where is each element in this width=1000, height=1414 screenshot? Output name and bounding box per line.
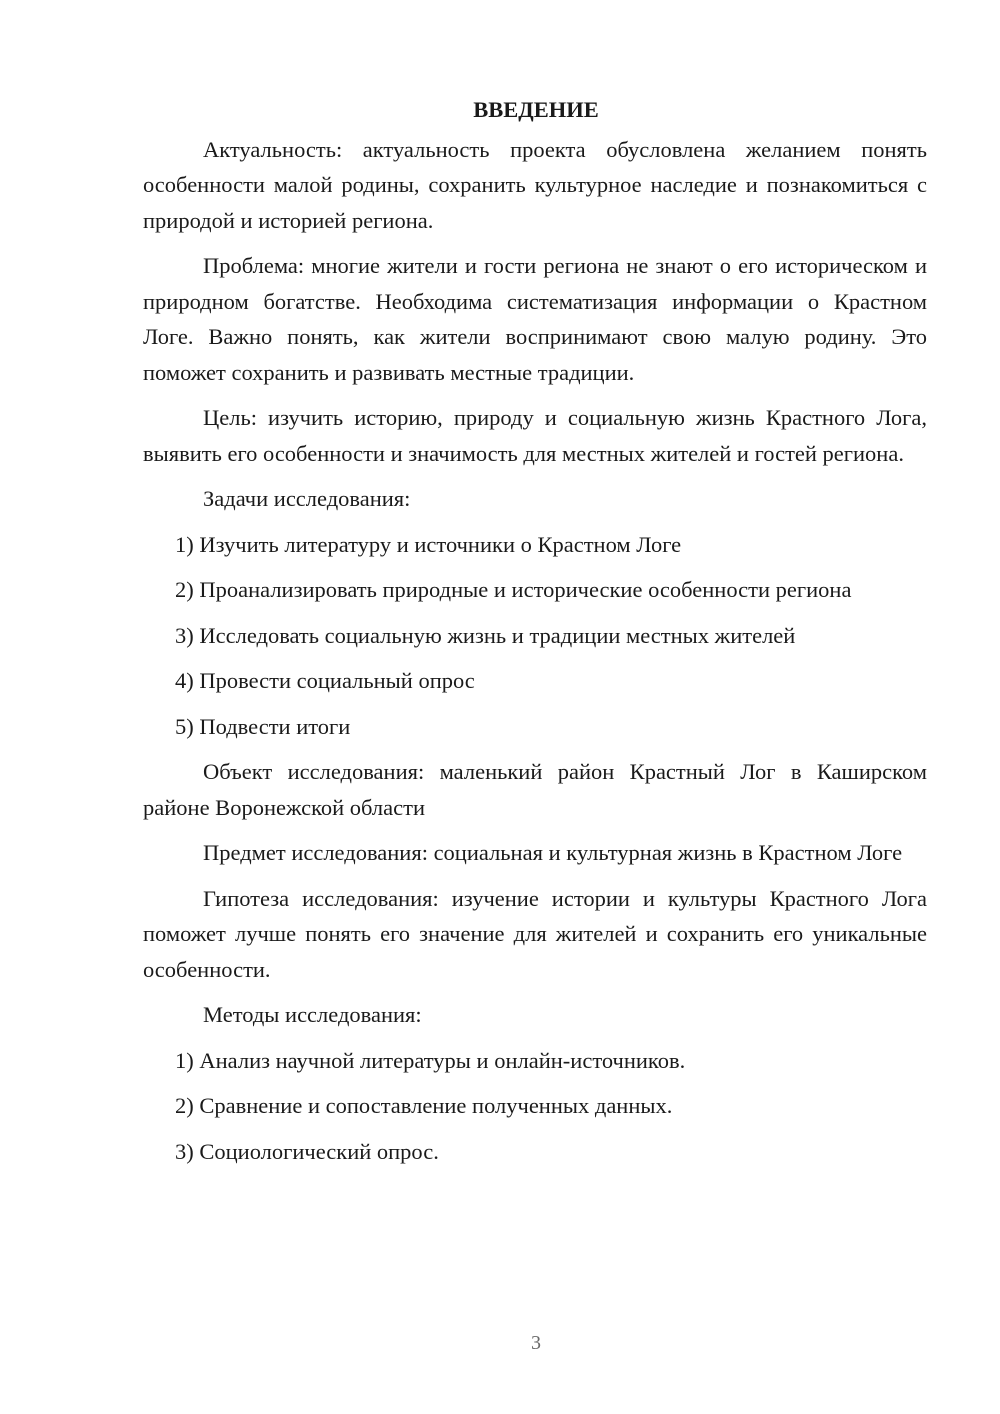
methods-label: Методы исследования: — [203, 1002, 422, 1027]
task-item: 3) Исследовать социальную жизнь и традиции местных жителей — [175, 622, 796, 648]
task-item: 4) Провести социальный опрос — [175, 668, 475, 693]
methods-list — [143, 1043, 927, 1170]
task-item: 1) Изучить литературу и источники о Крастном Логе — [175, 531, 682, 557]
page-content — [143, 92, 927, 1179]
method-item: 2) Сравнение и сопоставление полученных данных. — [175, 1093, 673, 1118]
method-item: 1) Анализ научной литературы и онлайн-источников. — [175, 1047, 686, 1073]
tasks-list — [143, 527, 927, 745]
goal-paragraph: Цель: изучить историю, природу и социальную жизнь Крастного Лога, выявить его особенности и значимость для местных жителей и гостей региона. — [143, 405, 927, 466]
problem-paragraph: Проблема: многие жители и гости региона не знают о его историческом и природном богатстве. Необходима систематизация информации о Крастном Логе. Важно понять, как жители воспринимают свою малую родину. Это поможет сохранить и развивать местные традиции. — [143, 253, 927, 385]
subject-paragraph: Предмет исследования: социальная и культурная жизнь в Крастном Логе — [203, 840, 903, 865]
tasks-label: Задачи исследования: — [203, 486, 411, 511]
task-item: 2) Проанализировать природные и исторические особенности региона — [175, 577, 852, 602]
relevance-paragraph: Актуальность: актуальность проекта обусловлена желанием понять особенности малой родины, сохранить культурное наследие и познакомиться с природой и историей региона. — [143, 136, 927, 233]
hypothesis-paragraph: Гипотеза исследования: изучение истории и культуры Крастного Лога поможет лучше понять его значение для жителей и сохранить его уникальные особенности. — [143, 885, 927, 982]
page-number: 3 — [531, 1332, 541, 1354]
task-item: 5) Подвести итоги — [175, 713, 351, 739]
method-item: 3) Социологический опрос. — [175, 1138, 439, 1164]
section-heading: ВВЕДЕНИЕ — [473, 97, 599, 122]
object-paragraph: Объект исследования: маленький район Крастный Лог в Каширском районе Воронежской области — [143, 759, 927, 820]
